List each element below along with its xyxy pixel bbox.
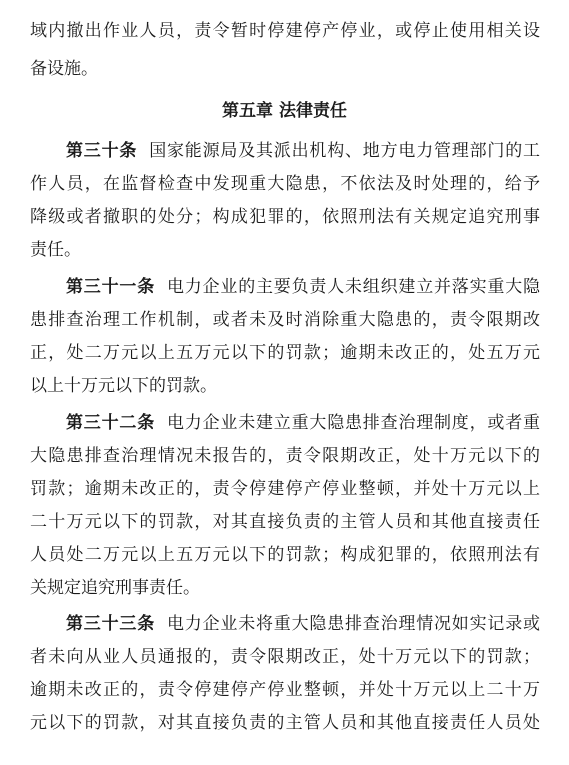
article-33-line-3: 逾期未改正的，责令停建停产停业整顿，并处十万元以上二十万 [30, 680, 540, 700]
article-31-line-2: 患排查治理工作机制，或者未及时消除重大隐患的，责令限期改 [30, 310, 540, 330]
article-33-line-1 [30, 613, 540, 635]
chapter-heading: 第五章 法律责任 [222, 101, 347, 121]
article-31-number: 第三十一条 [66, 277, 155, 297]
article-31-line-4: 以上十万元以下的罚款。 [30, 376, 217, 396]
article-30-line-4: 责任。 [30, 240, 81, 260]
article-33-number: 第三十三条 [66, 614, 155, 634]
article-30-line-1 [30, 140, 540, 162]
intro-line-2: 备设施。 [30, 59, 98, 79]
article-31-line-3: 正，处二万元以上五万元以下的罚款；逾期未改正的，处五万元 [30, 343, 540, 363]
article-32-line-5: 人员处二万元以上五万元以下的罚款；构成犯罪的，依照刑法有 [30, 545, 540, 565]
article-30-line-3: 降级或者撤职的处分；构成犯罪的，依照刑法有关规定追究刑事 [30, 207, 540, 227]
article-33-line-2: 者未向从业人员通报的，责令限期改正，处十万元以下的罚款； [30, 647, 540, 667]
article-32-line-1 [30, 412, 540, 434]
article-30-line-2: 作人员，在监督检查中发现重大隐患，不依法及时处理的，给予 [30, 174, 540, 194]
article-30-text-1: 国家能源局及其派出机构、地方电力管理部门的工 [149, 141, 541, 161]
article-32-number: 第三十二条 [66, 413, 155, 433]
article-32-line-3: 罚款；逾期未改正的，责令停建停产停业整顿，并处十万元以上 [30, 479, 540, 499]
intro-line-1: 域内撤出作业人员，责令暂时停建停产停业，或停止使用相关设 [30, 21, 540, 41]
article-30-number: 第三十条 [66, 141, 138, 161]
article-33-line-4: 元以下的罚款，对其直接负责的主管人员和其他直接责任人员处 [30, 713, 540, 733]
article-32-text-1: 电力企业未建立重大隐患排查治理制度，或者重 [167, 413, 540, 433]
article-31-text-1: 电力企业的主要负责人未组织建立并落实重大隐 [167, 277, 540, 297]
article-31-line-1 [30, 276, 540, 298]
article-33-text-1: 电力企业未将重大隐患排查治理情况如实记录或 [167, 614, 540, 634]
article-32-line-4: 二十万元以下的罚款，对其直接负责的主管人员和其他直接责任 [30, 512, 540, 532]
article-32-line-6: 关规定追究刑事责任。 [30, 578, 200, 598]
article-32-line-2: 大隐患排查治理情况未报告的，责令限期改正，处十万元以下的 [30, 446, 540, 466]
